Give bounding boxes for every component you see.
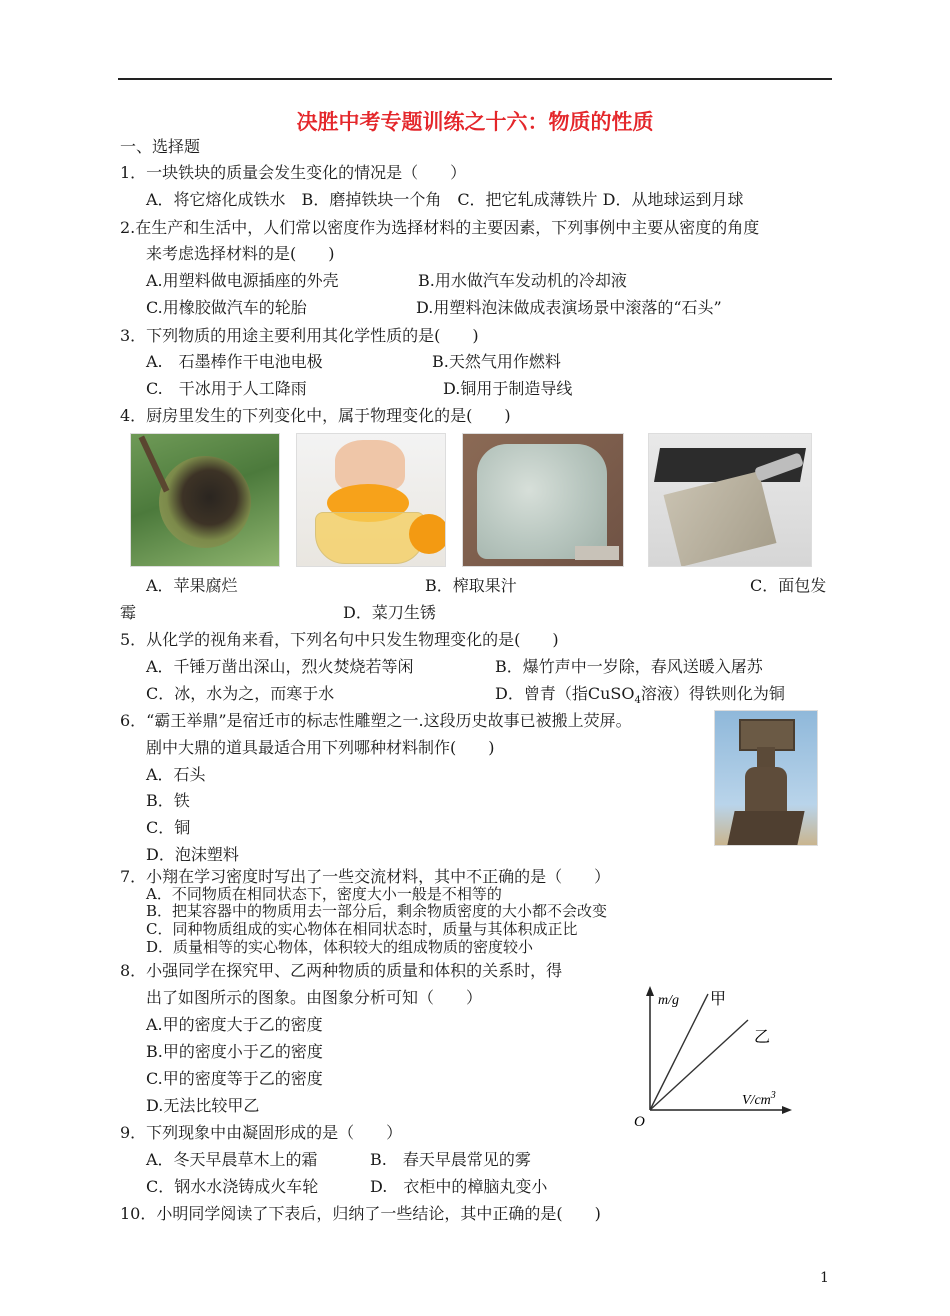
- q1-stem: 1．一块铁块的质量会发生变化的情况是（ ）: [120, 163, 467, 182]
- q8-option-b: B.甲的密度小于乙的密度: [146, 1042, 323, 1061]
- q5-option-d: D．曾青（指CuSO$_4$溶液）得铁则化为铜: [495, 684, 785, 707]
- q9-option-a: A．冬天早晨草木上的霜: [146, 1150, 318, 1169]
- q9-option-c: C．钢水水浇铸成火车轮: [146, 1177, 319, 1196]
- q4-option-c-continued: 霉: [120, 603, 137, 622]
- kitchen-knife-photo: [648, 433, 812, 567]
- q4-option-c: C．面包发: [750, 576, 827, 595]
- q6-option-b: B．铁: [146, 791, 190, 810]
- q8-option-c: C.甲的密度等于乙的密度: [146, 1069, 323, 1088]
- q2-stem-line1: 2.在生产和生活中，人们常以密度作为选择材料的主要因素，下列事例中主要从密度的角度: [120, 218, 760, 237]
- q5-stem: 5．从化学的视角来看，下列名句中只发生物理变化的是( ): [120, 630, 559, 649]
- mass-volume-graph: [628, 980, 798, 1130]
- graph-line-jia: [650, 994, 708, 1110]
- q8-option-a: A.甲的密度大于乙的密度: [146, 1015, 323, 1034]
- q7-option-c: C．同种物质组成的实心物体在相同状态时，质量与其体积成正比: [146, 920, 578, 938]
- q2-option-b: B.用水做汽车发动机的冷却液: [418, 271, 627, 290]
- moldy-bread-photo: [462, 433, 624, 567]
- q10-stem: 10．小明同学阅读了下表后，归纳了一些结论，其中正确的是( ): [120, 1204, 601, 1223]
- graph-x-label: $V/cm^3$: [742, 1090, 776, 1108]
- q2-option-d: D.用塑料泡沫做成表演场景中滚落的“石头”: [416, 298, 722, 317]
- rotten-apple-photo: [130, 433, 280, 567]
- q6-option-a: A．石头: [146, 765, 206, 784]
- q6-stem-line1: 6．“霸王举鼎”是宿迁市的标志性雕塑之一.这段历史故事已被搬上荧屏。: [120, 711, 632, 730]
- q2-option-a: A.用塑料做电源插座的外壳: [146, 271, 339, 290]
- graph-y-label: m/g: [658, 993, 679, 1008]
- graph-label-yi: 乙: [754, 1027, 771, 1046]
- q9-option-b: B. 春天早晨常见的雾: [370, 1150, 531, 1169]
- q3-option-c: C. 干冰用于人工降雨: [146, 379, 307, 398]
- graph-line-yi: [650, 1020, 748, 1110]
- q6-option-d: D．泡沫塑料: [146, 845, 239, 864]
- juicer-photo: [296, 433, 446, 567]
- q3-option-d: D.铜用于制造导线: [443, 379, 573, 398]
- q4-option-b: B．榨取果汁: [425, 576, 517, 595]
- top-rule: [118, 78, 832, 80]
- q8-stem-line1: 8．小强同学在探究甲、乙两种物质的质量和体积的关系时，得: [120, 961, 563, 980]
- q8-stem-line2: 出了如图所示的图象。由图象分析可知（ ）: [146, 988, 483, 1007]
- q4-option-d: D．菜刀生锈: [343, 603, 436, 622]
- q3-option-b: B.天然气用作燃料: [432, 352, 561, 371]
- q9-stem: 9．下列现象中由凝固形成的是（ ）: [120, 1123, 403, 1142]
- q2-option-c: C.用橡胶做汽车的轮胎: [146, 298, 307, 317]
- graph-label-jia: 甲: [710, 989, 727, 1008]
- q6-option-c: C．铜: [146, 818, 191, 837]
- q9-option-d: D. 衣柜中的樟脑丸变小: [370, 1177, 548, 1196]
- q4-option-a: A．苹果腐烂: [146, 576, 238, 595]
- graph-origin-label: O: [634, 1114, 645, 1130]
- q7-option-a: A．不同物质在相同状态下，密度大小一般是不相等的: [146, 885, 502, 903]
- page-title: 决胜中考专题训练之十六：物质的性质: [296, 109, 654, 134]
- q3-option-a: A. 石墨棒作干电池电极: [146, 352, 323, 371]
- q5-option-b: B．爆竹声中一岁除，春风送暖入屠苏: [495, 657, 763, 676]
- q6-stem-line2: 剧中大鼎的道具最适合用下列哪种材料制作( ): [146, 738, 495, 757]
- q5-option-c: C．冰，水为之，而寒于水: [146, 684, 335, 703]
- q1-options: A．将它熔化成铁水 B．磨掉铁块一个角 C．把它轧成薄铁片 D．从地球运到月球: [146, 190, 744, 209]
- statue-photo: [714, 710, 818, 846]
- q5-option-a: A．千锤万凿出深山，烈火焚烧若等闲: [146, 657, 414, 676]
- graph-y-arrow: [646, 986, 654, 996]
- q8-option-d: D.无法比较甲乙: [146, 1096, 260, 1115]
- q3-stem: 3．下列物质的用途主要利用其化学性质的是( ): [120, 326, 479, 345]
- q4-stem: 4．厨房里发生的下列变化中，属于物理变化的是( ): [120, 406, 511, 425]
- q7-option-b: B．把某容器中的物质用去一部分后，剩余物质密度的大小都不会改变: [146, 902, 608, 920]
- q2-stem-line2: 来考虑选择材料的是( ): [146, 244, 335, 263]
- q7-stem: 7．小翔在学习密度时写出了一些交流材料，其中不正确的是（ ）: [120, 867, 611, 886]
- q7-option-d: D．质量相等的实心物体，体积较大的组成物质的密度较小: [146, 938, 534, 956]
- graph-x-arrow: [782, 1106, 792, 1114]
- section-heading: 一、选择题: [120, 137, 201, 156]
- page-number: 1: [820, 1270, 829, 1286]
